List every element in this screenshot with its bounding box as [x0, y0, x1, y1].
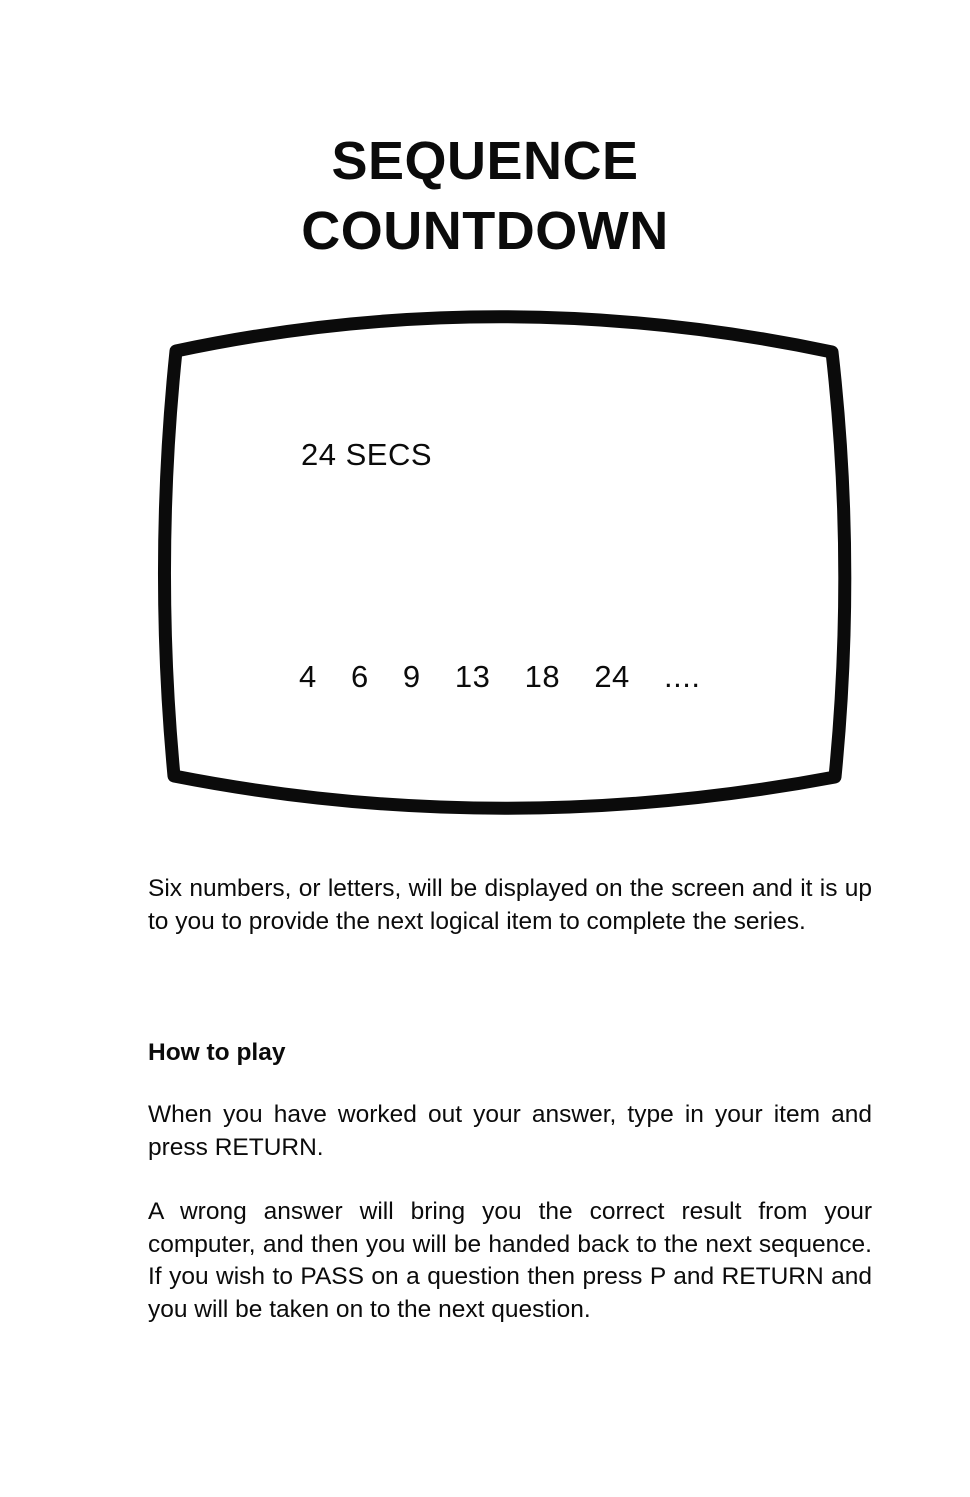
section-heading: How to play [148, 1039, 286, 1066]
page-title-line-1: SEQUENCE [331, 131, 639, 191]
countdown-timer: 24 SECS [301, 437, 433, 472]
tv-screen-outline [164, 317, 844, 809]
intro-paragraph: Six numbers, or letters, will be displayed on the screen and it is up to you to provide the next logical item to complete the series. [148, 875, 872, 935]
instruction-paragraph-1: When you have worked out your answer, type in your item and press RETURN. [148, 1101, 872, 1161]
number-sequence: 4 6 9 13 18 24 .... [299, 659, 701, 694]
instruction-paragraph-2: A wrong answer will bring you the correct result from your computer, and then you will be handed back to the next sequence. If you wish to PASS on a question then press P and RETURN and you will be taken on to the next question. [148, 1198, 872, 1323]
page-title-line-2: COUNTDOWN [301, 201, 669, 261]
